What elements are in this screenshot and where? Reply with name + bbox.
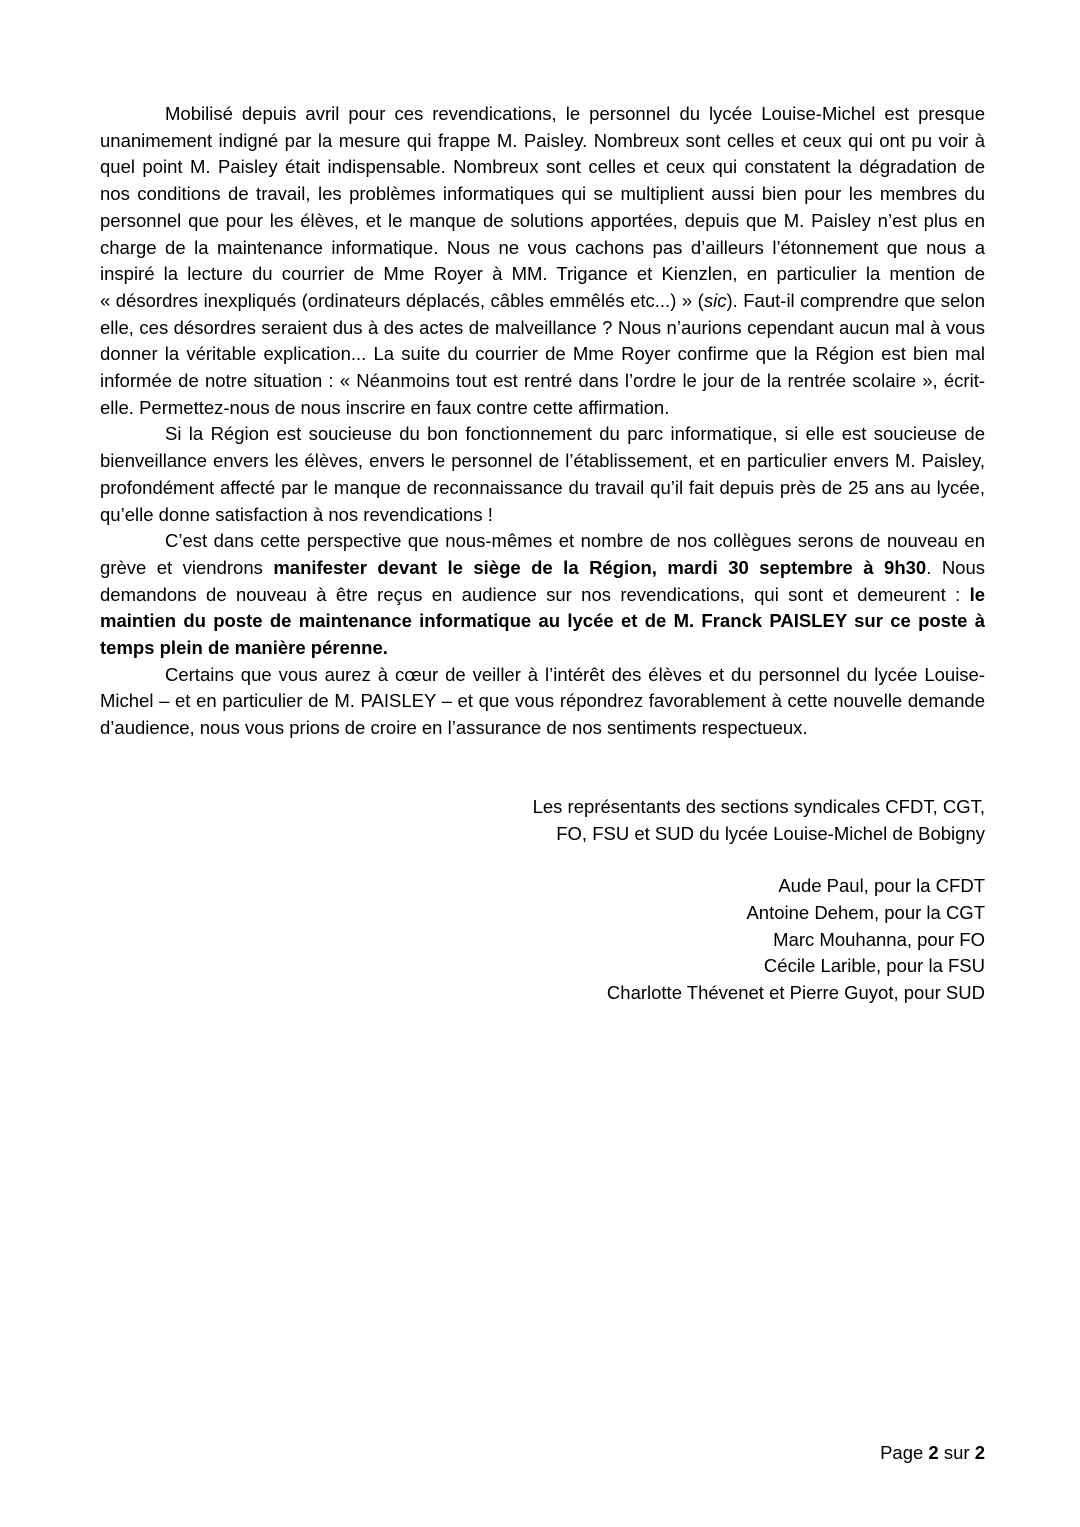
signature-block-line-2: FO, FSU et SUD du lycée Louise-Michel de Bobigny: [556, 822, 985, 844]
paragraph-mobilise: Mobilisé depuis avril pour ces revendications, le personnel du lycée Louise-Michel est presque unanimement indigné par la mesure qui frappe M. Paisley. Nombreux sont celles et ceux qui ont pu voir à quel point M. Paisley était indispensable. Nombreux sont celles et ceux qui constatent la dégradation de nos conditions de travail, les problèmes informatiques qui se multiplient aussi bien pour les membres du personnel que pour les élèves, et le manque de solutions apportées, depuis que M. Paisley n’est plus en charge de la maintenance informatique. Nous ne vous cachons pas d’ailleurs l’étonnement que nous a inspiré la lecture du courrier de Mme Royer à MM. Trigance et Kienzlen, en particulier la mention de « désordres inexpliqués (ordinateurs déplacés, câbles emmêlés etc...) » (sic). Faut-il comprendre que selon elle, ces désordres seraient dus à des actes de malveillance ? Nous n’aurions cependant aucun mal à vous donner la véritable explication... La suite du courrier de Mme Royer confirme que la Région est bien mal informée de notre situation : « Néanmoins tout est rentré dans l’ordre le jour de la rentrée scolaire », écrit-elle. Permettez-nous de nous inscrire en faux contre cette affirmation.: [100, 103, 985, 418]
page-number-footer: Page 2 sur 2: [880, 1442, 985, 1463]
paragraph-perspective: C’est dans cette perspective que nous-mêmes et nombre de nos collègues serons de nouveau en grève et viendrons manifester devant le siège de la Région, mardi 30 septembre à 9h30. Nous demandons de nouveau à être reçus en audience sur nos revendications, qui sont et demeurent : le maintien du poste de maintenance informatique au lycée et de M. Franck PAISLEY sur ce poste à temps plein de manière pérenne.: [100, 530, 986, 659]
signature-block: [100, 794, 985, 847]
signature-block-line-1: Les représentants des sections syndicales CFDT, CGT,: [532, 795, 985, 817]
signatory-fsu: Cécile Larible, pour la FSU: [763, 955, 985, 977]
signatories-list: [100, 873, 985, 1007]
signatory-sud: Charlotte Thévenet et Pierre Guyot, pour SUD: [606, 982, 985, 1004]
paragraph-certains: Certains que vous aurez à cœur de veiller à l’intérêt des élèves et du personnel du lycée Louise-Michel – et en particulier de M. PAISLEY – et que vous répondrez favorablement à cette nouvelle demande d’audience, nous vous prions de croire en l’assurance de nos sentiments respectueux.: [100, 663, 985, 739]
letter-body: [100, 101, 985, 1007]
paragraph-si-la-region: Si la Région est soucieuse du bon fonctionnement du parc informatique, si elle est soucieuse de bienveillance envers les élèves, envers le personnel de l’établissement, et en particulier envers M. Paisley, profondément affecté par le manque de reconnaissance du travail qu’il fait depuis près de 25 ans au lycée, qu’elle donne satisfaction à nos revendications !: [100, 423, 985, 525]
signatory-cfdt: Aude Paul, pour la CFDT: [778, 875, 985, 897]
signatory-cgt: Antoine Dehem, pour la CGT: [746, 901, 985, 923]
signatory-fo: Marc Mouhanna, pour FO: [773, 928, 985, 950]
